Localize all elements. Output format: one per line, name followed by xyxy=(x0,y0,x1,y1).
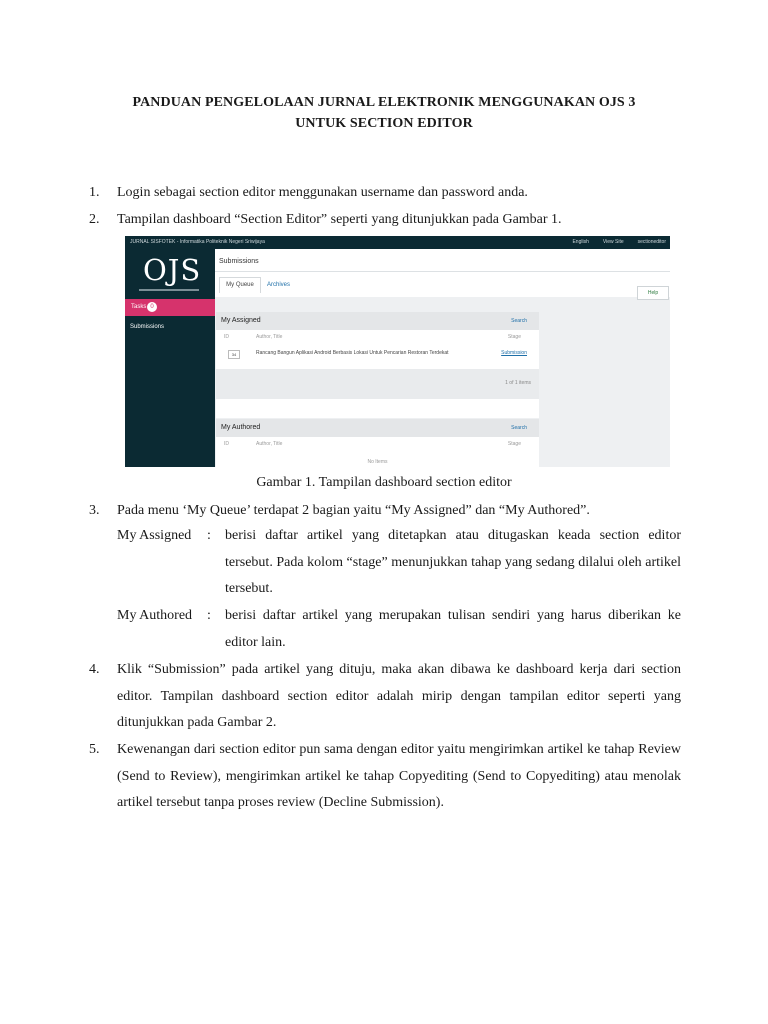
user-link: sectioneditor xyxy=(637,239,666,245)
divider xyxy=(215,271,670,272)
row-title: Rancang Bangun Aplikasi Android Berbasis Lokasi Untuk Pencarian Restoran Terdekat xyxy=(256,350,449,356)
col-id: ID xyxy=(224,334,229,340)
definition-desc: berisi daftar artikel yang merupakan tulisan sendiri yang harus diberikan ke editor lain. xyxy=(225,608,681,650)
definition-colon: : xyxy=(207,528,211,543)
col-id: ID xyxy=(224,441,229,447)
main-header xyxy=(215,249,670,297)
step-text: Login sebagai section editor menggunakan username dan password anda. xyxy=(117,185,528,200)
site-name: JURNAL SISFOTEK - Informatika Politeknik Negeri Sriwijaya xyxy=(130,239,265,245)
step-3 xyxy=(89,502,590,520)
tasks-count-badge: 0 xyxy=(147,302,157,312)
step-4-text: Klik “Submission” pada artikel yang dituju, maka akan dibawa ke dashboard kerja dari section editor. Tampilan dashboard section editor adalah mirip dengan tampilan editor seperti yang ditunjukkan pada Gambar 2. xyxy=(117,662,681,730)
language-link: English xyxy=(572,239,589,245)
col-title: Author, Title xyxy=(256,334,283,340)
col-stage: Stage xyxy=(507,441,521,447)
panel-title: My Assigned xyxy=(221,317,261,324)
definition-my-authored xyxy=(117,603,681,656)
step-5-text: Kewenangan dari section editor pun sama dengan editor yaitu mengirimkan artikel ke tahap Review (Send to Review), mengirimkan artikel ke tahap Copyediting (Send to Copyediting) atau menolak artikel tersebut tanpa proses review (Decline Submission). xyxy=(117,742,681,810)
step-number: 3. xyxy=(89,503,100,518)
figure-caption: Gambar 1. Tampilan dashboard section editor xyxy=(256,475,512,490)
top-bar xyxy=(125,236,670,249)
definition-my-assigned xyxy=(117,523,681,603)
search-link: Search xyxy=(511,318,527,324)
step-text: Pada menu ‘My Queue’ terdapat 2 bagian yaitu “My Assigned” dan “My Authored”. xyxy=(117,503,590,518)
col-title: Author, Title xyxy=(256,441,283,447)
definition-term: My Assigned xyxy=(117,528,192,543)
col-stage: Stage xyxy=(507,334,521,340)
definition-term: My Authored xyxy=(117,608,193,623)
view-site-link: View Site xyxy=(602,239,624,245)
logo-underline xyxy=(139,289,199,291)
step-5 xyxy=(89,741,117,759)
row-stage: Submission xyxy=(501,350,527,356)
tasks-label: Tasks xyxy=(131,304,147,310)
page-title: Submissions xyxy=(219,258,259,265)
document-title-line2: UNTUK SECTION EDITOR xyxy=(295,116,473,131)
row-id: 34 xyxy=(228,350,240,359)
step-number: 4. xyxy=(89,662,100,677)
my-authored-panel xyxy=(216,419,539,467)
sidebar xyxy=(125,249,215,467)
definition-desc: berisi daftar artikel yang ditetapkan atau ditugaskan keada section editor tersebut. Pada kolom “stage” menunjukkan tahap yang sedang dilalui oleh artikel tersebut. xyxy=(225,528,681,596)
panel-footer xyxy=(216,369,539,399)
definition-colon: : xyxy=(207,608,211,623)
step-number: 1. xyxy=(89,185,100,200)
step-2 xyxy=(89,211,562,229)
step-number: 2. xyxy=(89,212,100,227)
tab-archives: Archives xyxy=(267,282,291,288)
panel-title: My Authored xyxy=(221,424,261,431)
top-links xyxy=(572,239,666,245)
document-title-line1: PANDUAN PENGELOLAAN JURNAL ELEKTRONIK MENGGUNAKAN OJS 3 xyxy=(132,95,636,110)
ojs-logo: OJS xyxy=(143,253,202,287)
panel-header xyxy=(216,312,539,330)
step-number: 5. xyxy=(89,742,100,757)
search-link: Search xyxy=(511,425,527,431)
tab-my-queue: My Queue xyxy=(219,277,261,293)
sidebar-item-submissions: Submissions xyxy=(130,324,165,330)
help-button: Help xyxy=(637,286,669,300)
step-4 xyxy=(89,661,117,679)
my-assigned-panel xyxy=(216,312,539,418)
panel-header xyxy=(216,419,539,437)
item-count: 1 of 1 items xyxy=(505,380,531,386)
step-1 xyxy=(89,184,528,202)
no-items-text: No Items xyxy=(367,459,388,465)
dashboard-screenshot xyxy=(125,236,670,467)
step-text: Tampilan dashboard “Section Editor” seperti yang ditunjukkan pada Gambar 1. xyxy=(117,212,562,227)
tasks-item xyxy=(125,299,215,316)
